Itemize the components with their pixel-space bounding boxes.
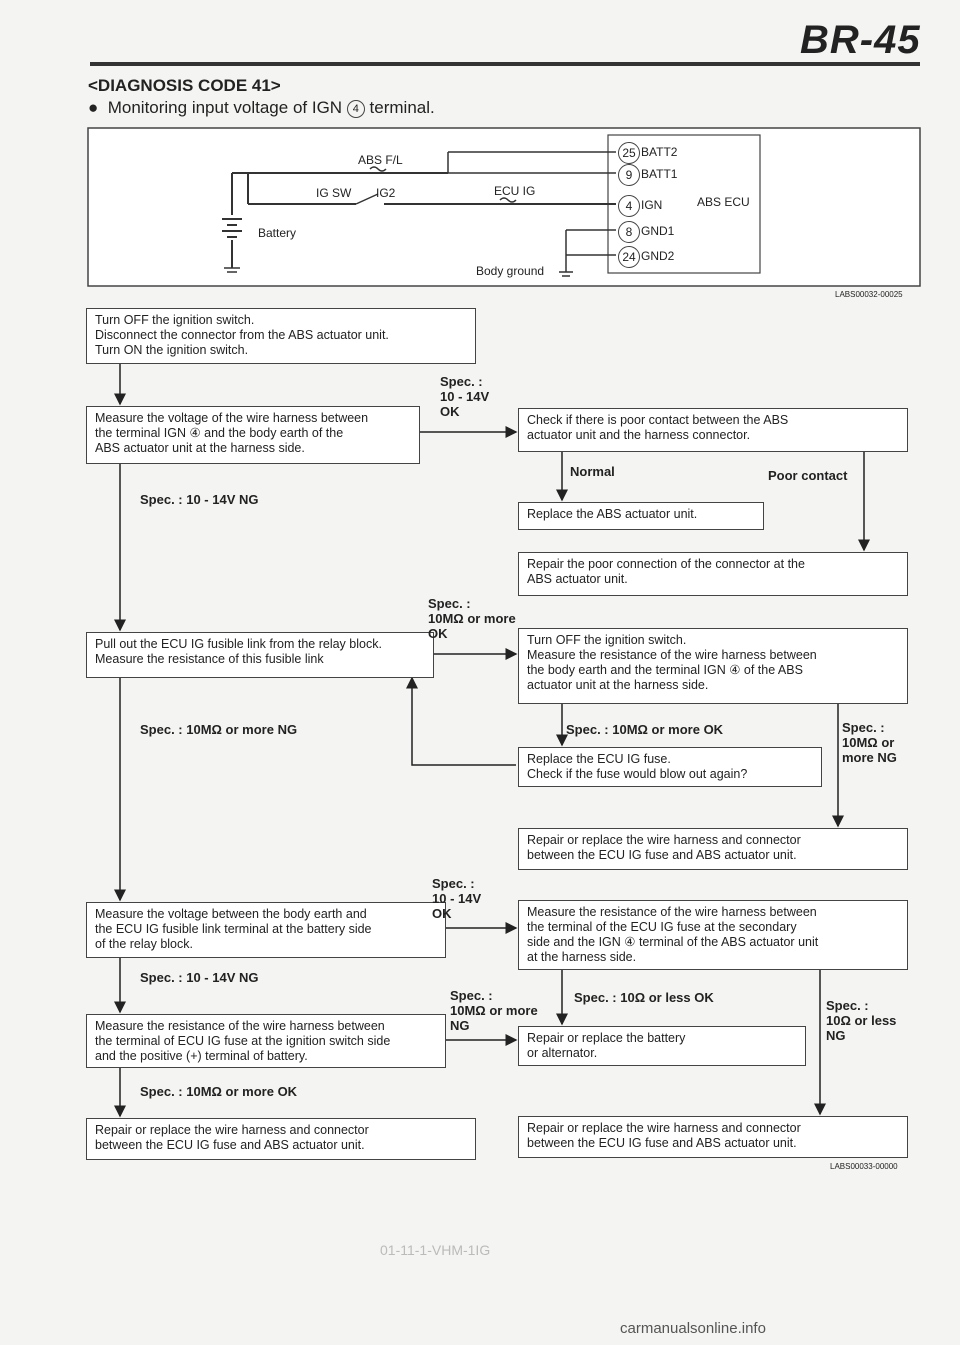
spec-label-8: Spec. : 10MΩ or more NG — [842, 720, 897, 765]
abs-ecu-label: ABS ECU — [697, 195, 750, 209]
bullet-text-prefix: Monitoring input voltage of IGN — [107, 98, 343, 117]
page-number: BR-45 — [800, 18, 921, 62]
step-box-4: Replace the ABS actuator unit. — [518, 502, 764, 530]
step-box-13: Repair or replace the battery or alternator. — [518, 1026, 806, 1066]
step-box-11: Measure the resistance of the wire harness between the terminal of the ECU IG fuse at the secondary side and the IGN ④ terminal of the ABS actuator unit at the harness side. — [518, 900, 908, 970]
spec-label-14: Spec. : 10MΩ or more OK — [140, 1084, 298, 1099]
step-box-7: Turn OFF the ignition switch. Measure the resistance of the wire harness between the body earth and the terminal IGN ④ of the ABS actuator unit at the harness side. — [518, 628, 908, 704]
spec-label-6: Spec. : 10MΩ or more NG — [140, 722, 298, 737]
step-box-9: Repair or replace the wire harness and connector between the ECU IG fuse and ABS actuator unit. — [518, 828, 908, 870]
terminal-batt1: 9 BATT1 — [618, 164, 677, 186]
terminal-batt2: 25 BATT2 — [618, 142, 677, 164]
step-box-5: Repair the poor connection of the connector at the ABS actuator unit. — [518, 552, 908, 596]
abs-fl-label: ABS F/L — [358, 153, 403, 167]
circuit-ref-code: LABS00032-00025 — [835, 290, 903, 299]
step-box-12: Measure the resistance of the wire harness between the terminal of ECU IG fuse at the ignition switch side and the positive (+) terminal of battery. — [86, 1014, 446, 1068]
spec-label-5: Spec. : 10MΩ or more OK — [428, 596, 516, 641]
ig-sw-label: IG SW — [316, 186, 352, 200]
step-box-15: Repair or replace the wire harness and connector between the ECU IG fuse and ABS actuator unit. — [518, 1116, 908, 1158]
body-ground-label: Body ground — [476, 264, 545, 278]
ecu-ig-label: ECU IG — [494, 184, 536, 198]
flow-ref-code: LABS00033-00000 — [830, 1162, 898, 1171]
step-box-6: Pull out the ECU IG fusible link from the relay block. Measure the resistance of this fusible link — [86, 632, 434, 678]
spec-label-1: Spec. : 10 - 14V OK — [440, 374, 490, 419]
faint-footer-text: 01-11-1-VHM-1IG — [380, 1242, 491, 1258]
watermark: carmanualsonline.info — [620, 1320, 766, 1337]
bullet-terminal-number: 4 — [347, 100, 365, 118]
spec-label-12: Spec. : 10Ω or less OK — [574, 990, 714, 1005]
spec-label-9: Spec. : 10 - 14V OK — [432, 876, 482, 921]
spec-label-10: Spec. : 10 - 14V NG — [140, 970, 259, 985]
spec-label-7: Spec. : 10MΩ or more OK — [566, 722, 724, 737]
spec-label-11: Spec. : 10MΩ or more NG — [450, 988, 538, 1033]
terminal-gnd2: 24 GND2 — [618, 246, 674, 268]
diagnosis-code-title: <DIAGNOSIS CODE 41> — [88, 76, 281, 95]
step-box-2: Measure the voltage of the wire harness between the terminal IGN ④ and the body earth of the ABS actuator unit at the harness side. — [86, 406, 420, 464]
spec-label-4: Spec. : 10 - 14V NG — [140, 492, 259, 507]
spec-label-13: Spec. : 10Ω or less NG — [826, 998, 897, 1043]
arrow-b8-b6 — [412, 678, 516, 765]
terminal-gnd1: 8 GND1 — [618, 221, 674, 243]
step-box-14: Repair or replace the wire harness and connector between the ECU IG fuse and ABS actuator unit. — [86, 1118, 476, 1160]
step-box-3: Check if there is poor contact between the ABS actuator unit and the harness connector. — [518, 408, 908, 452]
step-box-10: Measure the voltage between the body earth and the ECU IG fusible link terminal at the battery side of the relay block. — [86, 902, 446, 958]
normal-label: Normal — [570, 464, 615, 479]
bullet-dot: ● — [88, 98, 108, 117]
battery-label: Battery — [258, 226, 297, 240]
step-box-8: Replace the ECU IG fuse. Check if the fuse would blow out again? — [518, 747, 822, 787]
ig2-label: IG2 — [376, 186, 396, 200]
terminal-ign: 4 IGN — [618, 195, 662, 217]
poor-contact-label: Poor contact — [768, 468, 848, 483]
bullet-text-suffix: terminal. — [369, 98, 435, 117]
step-box-1: Turn OFF the ignition switch. Disconnect the connector from the ABS actuator unit. Turn ON the ignition switch. — [86, 308, 476, 364]
